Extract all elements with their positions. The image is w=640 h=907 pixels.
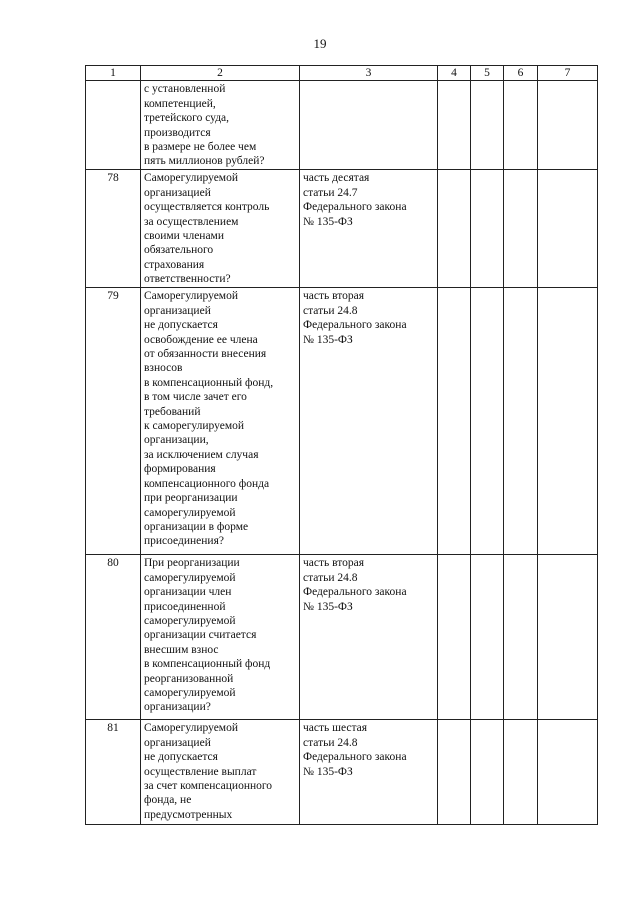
legal-reference <box>300 81 438 170</box>
table-row <box>86 170 598 288</box>
empty-cell <box>438 720 471 825</box>
column-number: 5 <box>471 66 504 81</box>
column-number: 4 <box>438 66 471 81</box>
empty-cell <box>471 720 504 825</box>
legal-reference: часть вторая статьи 24.8 Федерального закона № 135-ФЗ <box>300 288 438 555</box>
legal-reference: часть десятая статьи 24.7 Федерального закона № 135-ФЗ <box>300 170 438 288</box>
empty-cell <box>538 288 598 555</box>
empty-cell <box>438 81 471 170</box>
empty-cell <box>538 170 598 288</box>
question-text: При реорганизации саморегулируемой организации член присоединенной саморегулируемой организации считается внесшим взнос в компенсационный фонд реорганизованной саморегулируемой организации? <box>141 555 300 720</box>
question-text: Саморегулируемой организацией не допускается осуществление выплат за счет компенсационного фонда, не предусмотренных <box>141 720 300 825</box>
empty-cell <box>438 288 471 555</box>
empty-cell <box>471 288 504 555</box>
empty-cell <box>504 288 538 555</box>
column-number: 3 <box>300 66 438 81</box>
page-number: 19 <box>313 36 327 51</box>
question-text: с установленной компетенцией, третейского суда, производится в размере не более чем пять миллионов рублей? <box>141 81 300 170</box>
empty-cell <box>438 555 471 720</box>
row-number: 81 <box>86 720 141 825</box>
table-row <box>86 720 598 825</box>
empty-cell <box>504 81 538 170</box>
table-row <box>86 288 598 555</box>
column-number: 7 <box>538 66 598 81</box>
row-number: 79 <box>86 288 141 555</box>
empty-cell <box>471 555 504 720</box>
checklist-table <box>85 65 598 825</box>
empty-cell <box>438 170 471 288</box>
column-number-row <box>86 66 598 81</box>
empty-cell <box>504 720 538 825</box>
empty-cell <box>538 81 598 170</box>
column-number: 2 <box>141 66 300 81</box>
table-row <box>86 81 598 170</box>
column-number: 1 <box>86 66 141 81</box>
empty-cell <box>471 81 504 170</box>
column-number: 6 <box>504 66 538 81</box>
empty-cell <box>504 170 538 288</box>
legal-reference: часть шестая статьи 24.8 Федерального закона № 135-ФЗ <box>300 720 438 825</box>
empty-cell <box>538 555 598 720</box>
empty-cell <box>471 170 504 288</box>
empty-cell <box>504 555 538 720</box>
row-number: 80 <box>86 555 141 720</box>
row-number <box>86 81 141 170</box>
question-text: Саморегулируемой организацией осуществляется контроль за осуществлением своими членами обязательного страхования ответственности? <box>141 170 300 288</box>
legal-reference: часть вторая статьи 24.8 Федерального закона № 135-ФЗ <box>300 555 438 720</box>
empty-cell <box>538 720 598 825</box>
question-text: Саморегулируемой организацией не допускается освобождение ее члена от обязанности внесения взносов в компенсационный фонд, в том числе зачет его требований к саморегулируемой организации, за исключением случая формирования компенсационного фонда при реорганизации саморегулируемой организации в форме присоединения? <box>141 288 300 555</box>
table-row <box>86 555 598 720</box>
row-number: 78 <box>86 170 141 288</box>
